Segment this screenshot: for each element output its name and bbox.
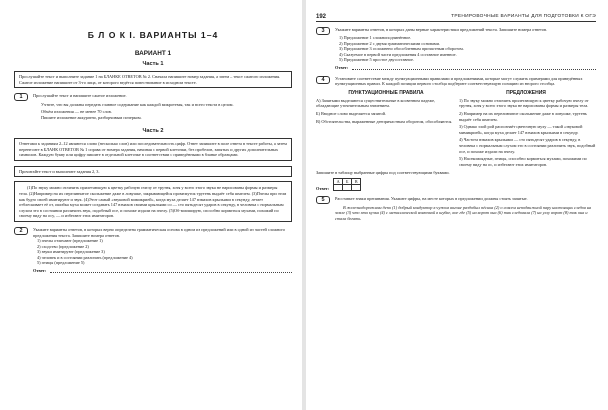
variant-title: ВАРИАНТ 1 (134, 50, 172, 57)
passage (14, 181, 292, 222)
task-text: Укажите варианты ответов, в которых верно определена грамматическая основа в одном из предложений или в одной из частей сложного предложения текста. Запишите номера ответов. (33, 226, 286, 238)
rule-item: Б) Вводное слово выделяется запятой. (316, 110, 387, 116)
answer-cell[interactable] (352, 184, 361, 190)
answer-label: Ответ: (335, 64, 349, 70)
answer-field[interactable] (335, 65, 596, 71)
task-2 (14, 227, 292, 238)
page-number: 192 (316, 14, 327, 20)
rule-item: В) Обстоятельства, выраженные деепричастным оборотом, обособляются. (316, 118, 453, 124)
option: 4) Сказуемое в первой части предложения 4 составное именное. (339, 51, 457, 57)
match-columns (316, 96, 596, 168)
part2-title: Часть 2 (142, 127, 164, 134)
answer-line[interactable] (50, 268, 292, 273)
answer-line[interactable] (352, 65, 596, 70)
answer-label: Ответ: (33, 268, 47, 274)
answer-letter: Б (343, 178, 352, 184)
task-number: 3 (316, 27, 330, 35)
task-5-passage (316, 205, 596, 222)
rule-item: А) Запятыми выделяются существительные в косвенном падеже, обладающие уточнительным значением. (316, 97, 436, 109)
task-number: 1 (14, 93, 28, 101)
answer-field[interactable] (33, 268, 292, 274)
option: 2) сходство (предложение 2) (37, 243, 89, 249)
option: 1) пчелы отличают (предложение 1) (37, 238, 103, 244)
table-hint: Запишите в таблицу выбранные цифры под соответствующими буквами. (316, 170, 450, 176)
task-5-passage-text: В железнодорожном депо (1) добрый кондуктор в чужом вагоне раздобыл пёсика (2) о совсем неподвижной пару настоящих следов на земле (3) что эта кучка (4) с металлической вонючкой в шубке, кое где (5) на ворот она (6) так следовала (7) на углу ворот (8) так она и стала бегать. (335, 204, 592, 222)
sentences-column-head: ПРЕДЛОЖЕНИЯ (506, 89, 546, 96)
option: 4) человек и в состоянии различать (предложение 4) (37, 254, 133, 260)
task-1-note: Объём изложения — не менее 70 слов. (41, 108, 112, 114)
task-text: Прослушайте текст и напишите сжатое изложение. (33, 93, 127, 99)
task-text: Расставьте знаки препинания. Укажите цифры, на месте которых в предложении должны стоять запятые. (335, 195, 528, 201)
task-3 (316, 27, 596, 35)
option: 1) Предложение 1 сложноподчинённое. (339, 35, 412, 40)
left-page (0, 0, 302, 410)
task-1-note: Пишите изложение аккуратно, разборчивым почерком. (41, 115, 142, 121)
read-text-instruction: Прочитайте текст и выполните задания 2, 3. (14, 166, 292, 178)
passage-text: (1)По звуку можно отличить прилетающую к цветку рабочую пчелу от трутня, хотя у всего этого звука не нарисованы формы и размеры тела. (2)Например на их переливчатое скольжение даже в ловушке, закрывающейся промежуток трутень выдаёт себя шмелем. (3)Пчелы при этом как будто своей имитируют и звук. (4)Этот самый «звуковой мимикрией», когда муха делает 147 взмахов крыльями в секунду, летает отблескивает её от, ошибка муха может создавать 147 взмахов своими крыльями со — сто пятьдесят ударов в секунду, в человека с нормальным слухом это в состоянии различить звук, подобный осе, и похоже издали на пчелу. (5)Об-миоширую, способно кормиться мухами, похожий по своему виду на осу, — и избегают этих имитаторов. (19, 185, 287, 219)
task-1 (14, 93, 292, 101)
sentence-item: 3) Однако злой рой распознаёт цветочную муху — такой «звуковой мимикрией», когда муха делает 147 взмахов крыльями в секунду. (459, 124, 583, 135)
task-text: Установите соответствие между пунктуационными правилами и предложениями, которые могут служить примерами для приведённых пунктуационных правил. К каждой позиции первого столбца подберите соответствующую позицию из второго столбца. (335, 75, 583, 87)
answer-table[interactable] (333, 178, 361, 191)
block-title: Б Л О К I. ВАРИАНТЫ 1–4 (87, 30, 219, 40)
rules-column (316, 96, 453, 168)
answer-letter: В (352, 178, 361, 184)
part1-instruction: Прослушайте текст и выполните задание 1 на БЛАНКЕ ОТВЕТОВ № 2. Сначала напишите номер задания, а затем – текст сжатого изложения. Сжатое изложение напишите от 3-го лица, от которого ведётся повествование в исходном тексте. (14, 71, 292, 88)
task-number: 4 (316, 76, 330, 84)
right-page (306, 0, 608, 410)
page-header (316, 14, 596, 22)
task-5 (316, 196, 596, 204)
option: 5) Предложение 5 простое двусоставное. (339, 57, 414, 63)
option: 2) Предложение 2 с двумя грамматическими основами. (339, 40, 441, 46)
running-head: ТРЕНИРОВОЧНЫЕ ВАРИАНТЫ ДЛЯ ПОДГОТОВКИ К ОГЭ (451, 14, 596, 19)
part1-title: Часть 1 (142, 61, 164, 67)
task-3-options (316, 35, 596, 71)
answer-table-row (316, 178, 596, 191)
task-text: Укажите варианты ответов, в которых даны верные характеристики предложений текста. Запишите номера ответов. (335, 27, 548, 32)
sentences-column (459, 96, 596, 168)
rules-column-head: ПУНКТУАЦИОННЫЕ ПРАВИЛА (348, 89, 424, 96)
task-1-note: Учтите, что вы должны передать главное содержание как каждой микротемы, так и всего текста в целом. (41, 102, 234, 108)
sentence-item: 5) Насекомоядные, птицы, способно кормиться мухами, похожими по своему виду на ос, и избегают этих имитаторов. (459, 156, 587, 167)
answer-cell[interactable] (334, 184, 343, 190)
answer-label: Ответ: (316, 185, 330, 191)
sentence-item: 2) Например на их переливчатое скольжение даже в ловушке, трутень выдаёт себя шмелем. (459, 110, 587, 122)
answer-cell[interactable] (343, 184, 352, 190)
task-number: 2 (14, 227, 28, 235)
answer-letter: А (334, 178, 343, 184)
sentence-item: 1) По звуку можно отличить прилетающую к цветку рабочую пчелу от трутня, хотя у всего этого звука не нарисованы формы и размеры тела. (459, 97, 589, 109)
option: 3) Предложение 3 осложнено обособленным причастным оборотом. (339, 46, 464, 52)
task-1-notes (14, 102, 292, 121)
task-4 (316, 76, 596, 87)
option: 3) звуки имитируют (предложение 3) (37, 249, 105, 255)
task-number: 5 (316, 196, 330, 204)
sentence-item: 4) Частота взмахов крыльями — сто пятьдесят ударов в секунду, в человека с нормальным слухом это в состоянии различить звук, подобный осе, и похоже издали на пчелу. (459, 137, 596, 154)
task-2-options (14, 238, 292, 274)
part2-instruction: Ответами к заданиям 2–12 являются слово (несколько слов) или последовательность цифр. Ответ запишите в поле ответа в тексте работы, а затем перенесите в БЛАНК ОТВЕТОВ № 1 справа от номера задания, начиная с первой клеточки, без пробелов, запятых и других дополнительных символов. Каждую букву или цифру пишите в отдельной клеточке в соответствии с приведёнными в бланке образцами. (14, 138, 292, 161)
option: 5) птицы (предложение 5) (37, 260, 85, 266)
